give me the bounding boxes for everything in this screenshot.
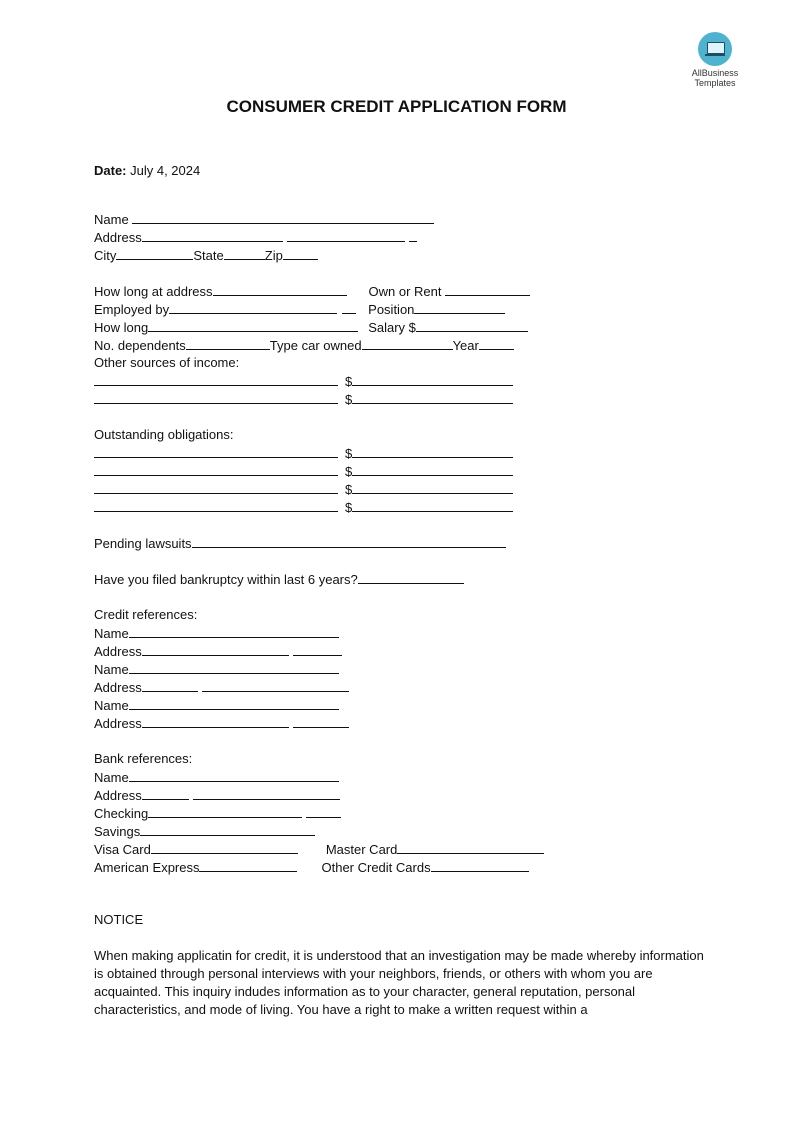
name-field[interactable] [132,210,434,224]
dependents-label: No. dependents [94,338,186,353]
income-amount-field[interactable] [352,390,513,404]
amex-label: American Express [94,860,200,875]
credit-ref-address-line [94,678,714,696]
form-body [94,162,714,1019]
bank-ref-address-label: Address [94,788,142,803]
state-label: State [193,248,224,263]
credit-ref-name-field[interactable] [129,624,339,638]
how-long-address-line [94,282,714,300]
city-line [94,246,714,264]
visa-field[interactable] [151,840,298,854]
how-long-address-field[interactable] [213,282,347,296]
credit-ref-address-line [94,714,714,732]
state-field[interactable] [224,246,265,260]
bank-ref-address-field-2[interactable] [193,786,340,800]
credit-ref-name-line [94,624,714,642]
zip-field[interactable] [283,246,318,260]
obligation-amount-field[interactable] [352,480,513,494]
dollar-label: $ [345,500,353,515]
laptop-icon [698,32,732,66]
dollar-label: $ [345,464,353,479]
bank-ref-name-label: Name [94,770,129,785]
address-field-1[interactable] [142,228,283,242]
credit-ref-address-field-1[interactable] [142,678,198,692]
date-value: July 4, 2024 [126,163,201,178]
income-row [94,390,714,408]
dependents-field[interactable] [186,336,270,350]
master-field[interactable] [397,840,544,854]
obligation-row [94,444,714,462]
bankruptcy-field[interactable] [358,570,464,584]
other-income-heading: Other sources of income: [94,355,240,370]
salary-field[interactable] [416,318,528,332]
obligations-heading: Outstanding obligations: [94,427,234,442]
credit-ref-name-label: Name [94,626,129,641]
employed-by-label: Employed by [94,302,170,317]
credit-ref-address-label: Address [94,716,142,731]
obligation-row [94,462,714,480]
obligation-amount-field[interactable] [352,498,513,512]
obligation-amount-field[interactable] [352,444,513,458]
bank-ref-name-field[interactable] [129,768,339,782]
address-field-3[interactable] [409,228,417,242]
date-line [94,162,714,180]
logo [686,32,744,88]
dollar-label: $ [345,374,353,389]
own-rent-field[interactable] [445,282,530,296]
name-label: Name [94,212,133,227]
logo-text-line1: AllBusiness [691,68,739,78]
page-title: CONSUMER CREDIT APPLICATION FORM [226,97,567,116]
credit-refs-heading: Credit references: [94,607,198,622]
checking-label: Checking [94,806,149,821]
amex-other-line [94,858,714,876]
how-long-line [94,318,714,336]
position-field[interactable] [414,300,505,314]
car-label: Type car owned [269,338,362,353]
bank-refs-heading: Bank references: [94,751,193,766]
obligation-field[interactable] [94,498,338,512]
master-label: Master Card [325,842,398,857]
income-source-field[interactable] [94,390,338,404]
dollar-label: $ [345,482,353,497]
date-label: Date: [94,163,127,178]
how-long-field[interactable] [148,318,358,332]
how-long-address-label: How long at address [94,284,213,299]
income-row [94,372,714,390]
position-label: Position [368,302,415,317]
other-cards-field[interactable] [431,858,529,872]
obligation-field[interactable] [94,462,338,476]
credit-ref-name-line [94,696,714,714]
credit-ref-address-line [94,642,714,660]
dependents-line [94,336,714,354]
amex-field[interactable] [199,858,297,872]
city-label: City [94,248,117,263]
salary-label: Salary $ [368,320,416,335]
credit-ref-name-field[interactable] [129,660,339,674]
notice-heading: NOTICE [94,912,144,927]
credit-ref-name-line [94,660,714,678]
logo-text-line2: Templates [694,78,736,88]
name-line [94,210,714,228]
credit-ref-name-label: Name [94,698,129,713]
own-rent-label: Own or Rent [368,284,446,299]
other-cards-label: Other Credit Cards [321,860,431,875]
address-line [94,228,714,246]
employed-by-field[interactable] [169,300,337,314]
car-field[interactable] [362,336,453,350]
year-field[interactable] [479,336,514,350]
credit-ref-address-label: Address [94,644,142,659]
bank-ref-address-line [94,786,714,804]
credit-ref-address-field-1[interactable] [142,714,289,728]
credit-ref-address-field-2[interactable] [293,714,349,728]
savings-line [94,822,714,840]
zip-label: Zip [264,248,283,263]
year-label: Year [452,338,479,353]
how-long-label: How long [94,320,149,335]
notice-body: When making applicatin for credit, it is understood that an investigation may be made whereby information is obtained through personal interviews with your neighbors, friends, or others with whom you are acquainted. This inquiry indudes information as to your character, general reputation, personal characteristics, and mode of living. You have a right to make a written request within a [94,948,704,1017]
bankruptcy-line [94,570,714,588]
lawsuits-field[interactable] [192,534,506,548]
credit-ref-address-field-1[interactable] [142,642,289,656]
credit-ref-name-label: Name [94,662,129,677]
lawsuits-line [94,534,714,552]
checking-field-2[interactable] [306,804,341,818]
credit-ref-address-label: Address [94,680,142,695]
bank-ref-address-field-1[interactable] [142,786,189,800]
checking-line [94,804,714,822]
savings-label: Savings [94,824,141,839]
obligation-row [94,480,714,498]
income-source-field[interactable] [94,372,338,386]
dollar-label: $ [345,392,353,407]
obligation-field[interactable] [94,444,338,458]
obligation-row [94,498,714,516]
credit-ref-address-field-2[interactable] [202,678,349,692]
visa-label: Visa Card [94,842,151,857]
address-field-2[interactable] [287,228,405,242]
credit-ref-address-field-2[interactable] [293,642,342,656]
bank-ref-name-line [94,768,714,786]
checking-field-1[interactable] [148,804,302,818]
obligation-amount-field[interactable] [352,462,513,476]
savings-field[interactable] [140,822,315,836]
lawsuits-label: Pending lawsuits [94,536,192,551]
obligation-field[interactable] [94,480,338,494]
income-amount-field[interactable] [352,372,513,386]
credit-ref-name-field[interactable] [129,696,339,710]
employed-line [94,300,714,318]
address-label: Address [94,230,142,245]
bankruptcy-label: Have you filed bankruptcy within last 6 years? [94,572,358,587]
dollar-label: $ [345,446,353,461]
employed-by-field-2[interactable] [342,300,356,314]
visa-master-line [94,840,714,858]
city-field[interactable] [116,246,193,260]
